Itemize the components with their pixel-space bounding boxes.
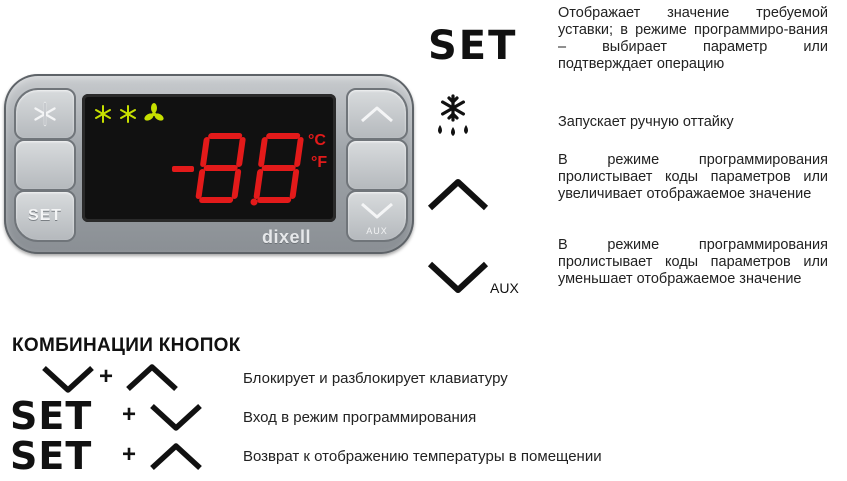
down-arrow-icon <box>426 260 490 296</box>
up-arrow-icon <box>426 176 490 212</box>
combo-plus: + <box>122 441 137 468</box>
combo-set-text: SET <box>10 394 93 438</box>
device-set-button[interactable] <box>14 190 76 242</box>
compressor-icon <box>96 106 110 122</box>
defrost-icon <box>428 93 478 143</box>
down-arrow-icon <box>40 364 96 394</box>
key-aux-label: AUX <box>490 280 519 296</box>
combo-return-description: Возврат к отображению температуры в помещении <box>243 448 602 465</box>
fan-icon <box>143 103 165 122</box>
status-icons <box>92 102 172 128</box>
defrost-indicator-icon <box>121 106 135 122</box>
seven-segment-display <box>168 130 328 210</box>
combinations-heading: КОМБИНАЦИИ КНОПОК <box>12 335 241 356</box>
key-set-icon: SET <box>428 23 518 69</box>
unit-fahrenheit: °F <box>311 154 328 171</box>
unit-celsius: °C <box>308 132 326 149</box>
combo-lock-description: Блокирует и разблокирует клавиатуру <box>243 370 508 387</box>
device-blank-button-left[interactable] <box>14 139 76 191</box>
down-arrow-icon <box>359 199 395 221</box>
device-defrost-button[interactable] <box>14 88 76 140</box>
device-aux-label: AUX <box>366 226 388 236</box>
combo-set-text: SET <box>10 434 93 478</box>
display-screen <box>82 94 336 222</box>
key-set-description: Отображает значение требуемой уставки; в режиме программиро-вания – выбирает параметр или подтверждает операцию <box>558 5 828 72</box>
combo-program-description: Вход в режим программирования <box>243 409 477 426</box>
snowflake-icon <box>31 100 59 128</box>
up-arrow-icon <box>148 442 204 472</box>
combo-plus: + <box>99 363 114 390</box>
device-set-label: SET <box>27 207 63 224</box>
brand-logo: dixell <box>262 227 312 247</box>
down-arrow-icon <box>148 402 204 432</box>
device-down-aux-button[interactable] <box>346 190 408 242</box>
device-up-button[interactable] <box>346 88 408 140</box>
controller-device <box>4 74 414 254</box>
key-defrost-description: Запускает ручную оттайку <box>558 114 734 130</box>
up-arrow-icon <box>359 103 395 125</box>
device-blank-button-right[interactable] <box>346 139 408 191</box>
key-down-description: В режиме программирования пролистывает коды параметров или уменьшает отображаемое значение <box>558 237 828 287</box>
up-arrow-icon <box>124 363 180 393</box>
combo-plus: + <box>122 401 137 428</box>
key-up-description: В режиме программирования пролистывает коды параметров или увеличивает отображаемое значение <box>558 152 828 202</box>
